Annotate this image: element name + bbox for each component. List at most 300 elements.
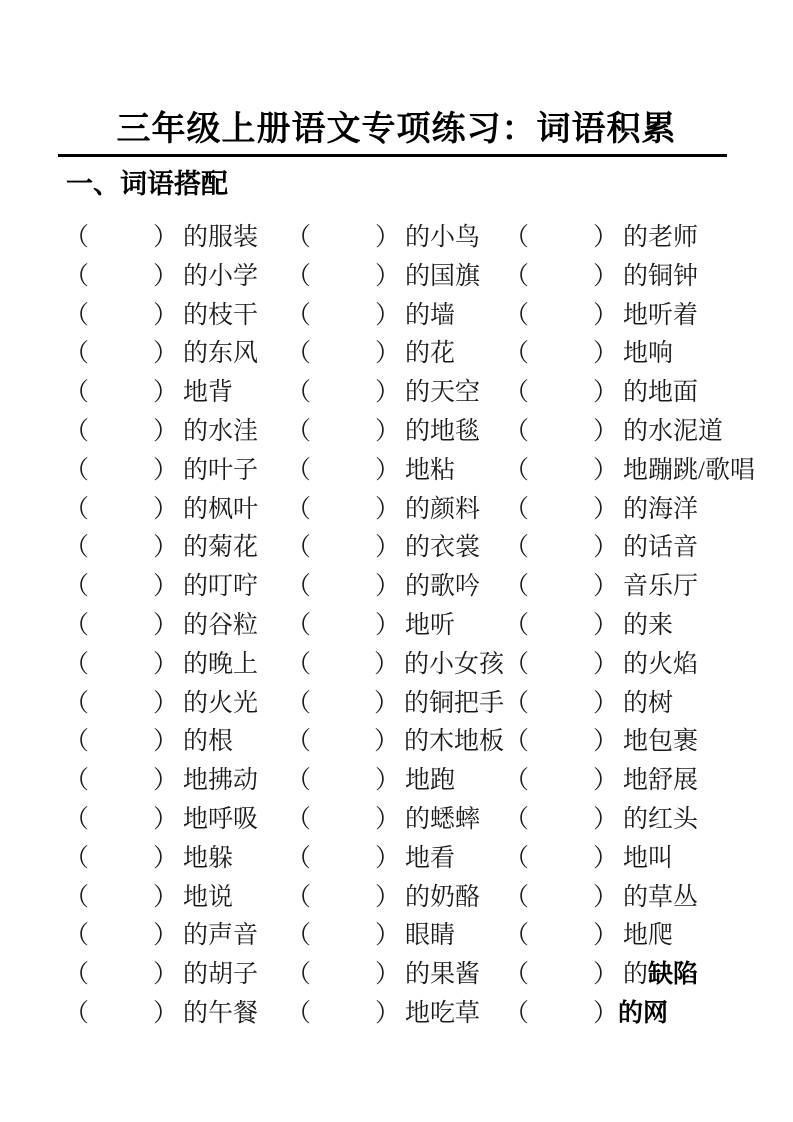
- answer-blank: [311, 244, 375, 245]
- answer-blank: [311, 904, 375, 905]
- paren-close: ）: [153, 767, 179, 795]
- paren-close: ）: [593, 456, 619, 484]
- paren-open: （: [504, 650, 530, 678]
- exercise-cell: [64, 954, 286, 990]
- phrase-text: 的火焰: [623, 650, 699, 678]
- phrase-text: 地爬: [623, 922, 674, 950]
- exercise-cell: [504, 760, 793, 796]
- phrase-text: 地响: [623, 340, 674, 368]
- phrase-text: 地躲: [183, 844, 234, 872]
- paren-open: （: [504, 689, 530, 717]
- answer-blank: [529, 399, 593, 400]
- answer-blank: [89, 399, 153, 400]
- paren-close: ）: [375, 611, 401, 639]
- exercise-cell: [64, 993, 286, 1029]
- answer-blank: [311, 477, 375, 478]
- phrase-text: 的铜把手: [403, 689, 504, 717]
- exercise-row: [64, 489, 793, 528]
- paren-open: （: [64, 650, 90, 678]
- paren-close: ）: [153, 456, 179, 484]
- paren-close: ）: [375, 922, 401, 950]
- exercise-cell: [64, 566, 286, 602]
- exercise-cell: [64, 838, 286, 874]
- paren-close: ）: [375, 495, 401, 523]
- paren-open: （: [286, 573, 312, 601]
- phrase-text: 的枫叶: [183, 495, 259, 523]
- paren-close: ）: [153, 805, 179, 833]
- exercise-cell: [286, 954, 504, 990]
- answer-blank: [311, 671, 374, 672]
- exercise-cell: [286, 760, 504, 796]
- paren-close: ）: [153, 883, 179, 911]
- exercise-cell: [504, 721, 793, 757]
- answer-blank: [89, 244, 153, 245]
- paren-open: （: [504, 301, 530, 329]
- exercise-row: [64, 333, 793, 372]
- paren-open: （: [504, 728, 530, 756]
- paren-open: （: [64, 340, 90, 368]
- phrase-text: 的午餐: [183, 999, 259, 1027]
- phrase-text: 的花: [405, 340, 456, 368]
- phrase-text: 的墙: [405, 301, 456, 329]
- phrase-text: 的天空: [405, 379, 481, 407]
- paren-close: ）: [153, 611, 179, 639]
- paren-open: （: [504, 262, 530, 290]
- paren-close: ）: [153, 689, 179, 717]
- answer-blank: [311, 593, 375, 594]
- paren-open: （: [504, 961, 530, 989]
- answer-blank: [529, 322, 593, 323]
- answer-blank: [89, 904, 153, 905]
- exercise-row: [64, 450, 793, 489]
- paren-close: ）: [153, 844, 179, 872]
- answer-blank: [89, 865, 153, 866]
- phrase-text: 的水洼: [183, 417, 259, 445]
- exercise-cell: [504, 372, 793, 408]
- answer-blank: [529, 671, 593, 672]
- answer-blank: [529, 904, 593, 905]
- phrase-text: 的小鸟: [405, 224, 481, 251]
- phrase-text: 地蹦跳/歌唱: [623, 456, 755, 484]
- exercise-cell: [64, 527, 286, 563]
- paren-open: （: [504, 340, 530, 368]
- exercise-cell: [64, 799, 286, 835]
- paren-open: （: [64, 961, 90, 989]
- phrase-text: 的水泥道: [623, 417, 724, 445]
- paren-open: （: [286, 417, 312, 445]
- paren-close: ）: [593, 301, 619, 329]
- paren-close: ）: [593, 767, 619, 795]
- exercise-cell: [64, 295, 286, 331]
- exercise-cell: [286, 683, 504, 719]
- answer-blank: [311, 748, 374, 749]
- paren-close: ）: [373, 728, 399, 756]
- answer-blank: [529, 593, 593, 594]
- answer-blank: [529, 710, 593, 711]
- phrase-text: 的胡子: [183, 961, 259, 989]
- phrase-text: 的根: [183, 728, 234, 756]
- paren-close: ）: [153, 262, 179, 290]
- exercise-cell: [504, 527, 793, 563]
- paren-close: ）: [153, 573, 179, 601]
- paren-close: ）: [375, 340, 401, 368]
- exercise-row: [64, 993, 793, 1032]
- paren-open: （: [504, 456, 530, 484]
- paren-close: ）: [375, 767, 401, 795]
- paren-open: （: [286, 767, 312, 795]
- paren-close: ）: [593, 883, 619, 911]
- paren-open: （: [64, 456, 90, 484]
- section-heading: 一、词语搭配: [66, 169, 228, 199]
- paren-open: （: [286, 689, 312, 717]
- paren-open: （: [64, 224, 90, 251]
- exercise-cell: [504, 993, 793, 1029]
- exercise-row: [64, 295, 793, 334]
- answer-blank: [89, 748, 153, 749]
- answer-blank: [311, 438, 375, 439]
- paren-close: ）: [593, 728, 619, 756]
- paren-open: （: [64, 922, 90, 950]
- exercise-cell: [64, 489, 286, 525]
- phrase-text: 的服装: [183, 224, 259, 251]
- paren-open: （: [64, 573, 90, 601]
- exercise-cell: [64, 877, 286, 913]
- phrase-text: 地听着: [623, 301, 699, 329]
- paren-close: ）: [593, 844, 619, 872]
- paren-open: （: [286, 728, 312, 756]
- exercise-cell: [286, 566, 504, 602]
- phrase-bold-text: 缺陷: [648, 961, 699, 989]
- phrase-text: 的树: [623, 689, 674, 717]
- paren-open: （: [286, 805, 312, 833]
- paren-open: （: [504, 844, 530, 872]
- paren-close: ）: [373, 650, 399, 678]
- paren-close: ）: [593, 379, 619, 407]
- exercise-cell: [504, 333, 793, 369]
- paren-open: （: [286, 262, 312, 290]
- exercise-cell: [64, 411, 286, 447]
- paren-open: （: [64, 611, 90, 639]
- exercise-cell: [286, 372, 504, 408]
- phrase-text: 的草丛: [623, 883, 699, 911]
- paren-close: ）: [593, 224, 619, 251]
- exercise-row: [64, 217, 793, 256]
- paren-open: （: [286, 844, 312, 872]
- paren-close: ）: [593, 262, 619, 290]
- answer-blank: [89, 554, 153, 555]
- paren-open: （: [286, 961, 312, 989]
- paren-close: ）: [375, 999, 401, 1027]
- exercise-cell: [286, 411, 504, 447]
- paren-close: ）: [375, 534, 401, 562]
- exercise-cell: [64, 760, 286, 796]
- paren-close: ）: [153, 999, 179, 1027]
- paren-close: ）: [593, 689, 619, 717]
- paren-close: ）: [153, 379, 179, 407]
- exercise-cell: [504, 877, 793, 913]
- phrase-text: 的叶子: [183, 456, 259, 484]
- phrase-text: 的晚上: [183, 650, 259, 678]
- paren-close: ）: [375, 417, 401, 445]
- paren-close: ）: [373, 689, 399, 717]
- paren-open: （: [286, 650, 312, 678]
- exercise-cell: [286, 605, 504, 641]
- exercise-cell: [286, 915, 504, 951]
- exercise-cell: [504, 256, 793, 292]
- phrase-text: 音乐厅: [623, 573, 699, 601]
- answer-blank: [529, 438, 593, 439]
- phrase-bold-text: 的网: [618, 999, 669, 1027]
- exercise-cell: [286, 527, 504, 563]
- paren-open: （: [286, 534, 312, 562]
- paren-close: ）: [593, 999, 619, 1027]
- paren-open: （: [286, 301, 312, 329]
- phrase-text: 地跑: [405, 767, 456, 795]
- answer-blank: [529, 981, 593, 982]
- paren-open: （: [504, 379, 530, 407]
- answer-blank: [89, 981, 153, 982]
- paren-open: （: [64, 262, 90, 290]
- title-underline: [58, 154, 727, 157]
- paren-close: ）: [375, 224, 401, 251]
- answer-blank: [89, 322, 153, 323]
- paren-open: （: [286, 611, 312, 639]
- paren-close: ）: [153, 224, 179, 251]
- paren-close: ）: [593, 573, 619, 601]
- exercise-row: [64, 954, 793, 993]
- paren-close: ）: [153, 417, 179, 445]
- exercise-cell: [504, 799, 793, 835]
- paren-close: ）: [375, 262, 401, 290]
- phrase-text: 的地毯: [405, 417, 481, 445]
- phrase-text: 的国旗: [405, 262, 481, 290]
- exercise-cell: [286, 489, 504, 525]
- paren-close: ）: [153, 301, 179, 329]
- paren-close: ）: [375, 301, 401, 329]
- paren-open: （: [504, 883, 530, 911]
- exercise-cell: [504, 915, 793, 951]
- paren-open: （: [504, 573, 530, 601]
- phrase-text: 的铜钟: [623, 262, 699, 290]
- exercise-cell: [64, 683, 286, 719]
- answer-blank: [529, 360, 593, 361]
- answer-blank: [529, 787, 593, 788]
- phrase-text: 地包裹: [623, 728, 699, 756]
- answer-blank: [89, 1020, 153, 1021]
- answer-blank: [311, 322, 375, 323]
- answer-blank: [89, 438, 153, 439]
- paren-open: （: [64, 844, 90, 872]
- phrase-text: 地说: [183, 883, 234, 911]
- phrase-text: 的蟋蟀: [405, 805, 481, 833]
- phrase-text: 的木地板: [403, 728, 504, 756]
- exercise-cell: [64, 605, 286, 641]
- exercise-cell: [504, 411, 793, 447]
- paren-open: （: [64, 534, 90, 562]
- exercise-cell: [286, 217, 504, 253]
- paren-close: ）: [593, 340, 619, 368]
- paren-close: ）: [593, 805, 619, 833]
- phrase-text: 的衣裳: [405, 534, 481, 562]
- exercise-cell: [286, 644, 504, 680]
- paren-open: （: [504, 224, 530, 251]
- paren-open: （: [64, 728, 90, 756]
- page-title: 三年级上册语文专项练习：词语积累: [116, 110, 677, 148]
- phrase-text: 的谷粒: [183, 611, 259, 639]
- answer-blank: [311, 554, 375, 555]
- exercise-cell: [286, 450, 504, 486]
- exercise-row: [64, 566, 793, 605]
- exercise-cell: [504, 489, 793, 525]
- answer-blank: [89, 671, 153, 672]
- exercise-cell: [504, 838, 793, 874]
- phrase-text: 的来: [623, 611, 674, 639]
- phrase-text: 地看: [405, 844, 456, 872]
- phrase-text: 的老师: [623, 224, 699, 251]
- answer-blank: [529, 865, 593, 866]
- phrase-text: 的海洋: [623, 495, 699, 523]
- answer-blank: [89, 632, 153, 633]
- paren-close: ）: [593, 650, 619, 678]
- paren-close: ）: [153, 534, 179, 562]
- answer-blank: [529, 554, 593, 555]
- exercise-cell: [64, 217, 286, 253]
- paren-open: （: [504, 611, 530, 639]
- paren-close: ）: [593, 534, 619, 562]
- phrase-text: 地吃草: [405, 999, 481, 1027]
- exercise-grid: [64, 217, 793, 1032]
- phrase-text: 地拂动: [183, 767, 259, 795]
- phrase-text: 的声音: [183, 922, 259, 950]
- exercise-cell: [286, 721, 504, 757]
- phrase-text: 的火光: [183, 689, 259, 717]
- exercise-row: [64, 915, 793, 954]
- exercise-row: [64, 683, 793, 722]
- paren-close: ）: [593, 961, 619, 989]
- paren-open: （: [504, 417, 530, 445]
- paren-close: ）: [375, 961, 401, 989]
- paren-open: （: [504, 999, 530, 1027]
- answer-blank: [311, 787, 375, 788]
- paren-close: ）: [153, 495, 179, 523]
- answer-blank: [311, 360, 375, 361]
- answer-blank: [89, 516, 153, 517]
- paren-open: （: [64, 495, 90, 523]
- paren-open: （: [504, 495, 530, 523]
- paren-close: ）: [153, 650, 179, 678]
- paren-open: （: [64, 767, 90, 795]
- exercise-cell: [64, 372, 286, 408]
- phrase-text: 的菊花: [183, 534, 259, 562]
- phrase-text: 的东风: [183, 340, 259, 368]
- paren-close: ）: [593, 417, 619, 445]
- paren-open: （: [286, 379, 312, 407]
- phrase-text: 地舒展: [623, 767, 699, 795]
- paren-close: ）: [153, 728, 179, 756]
- paren-open: （: [286, 883, 312, 911]
- paren-close: ）: [153, 340, 179, 368]
- phrase-text: 眼睛: [405, 922, 456, 950]
- answer-blank: [311, 865, 375, 866]
- answer-blank: [89, 477, 153, 478]
- exercise-row: [64, 799, 793, 838]
- paren-open: （: [64, 301, 90, 329]
- exercise-row: [64, 877, 793, 916]
- paren-close: ）: [375, 573, 401, 601]
- exercise-cell: [64, 721, 286, 757]
- paren-open: （: [286, 495, 312, 523]
- phrase-text: 的地面: [623, 379, 699, 407]
- exercise-cell: [286, 256, 504, 292]
- answer-blank: [311, 942, 375, 943]
- exercise-row: [64, 605, 793, 644]
- exercise-cell: [64, 256, 286, 292]
- phrase-text: 的: [623, 961, 649, 989]
- paren-close: ）: [593, 495, 619, 523]
- phrase-text: 地背: [183, 379, 234, 407]
- answer-blank: [529, 477, 593, 478]
- exercise-cell: [286, 838, 504, 874]
- paren-close: ）: [375, 805, 401, 833]
- answer-blank: [529, 1020, 593, 1021]
- phrase-text: 的小学: [183, 262, 259, 290]
- paren-open: （: [286, 999, 312, 1027]
- exercise-cell: [286, 333, 504, 369]
- phrase-text: 地粘: [405, 456, 456, 484]
- exercise-cell: [286, 877, 504, 913]
- exercise-cell: [504, 644, 793, 680]
- phrase-text: 地呼吸: [183, 805, 259, 833]
- exercise-row: [64, 644, 793, 683]
- answer-blank: [529, 244, 593, 245]
- paren-close: ）: [153, 922, 179, 950]
- paren-open: （: [64, 689, 90, 717]
- exercise-row: [64, 838, 793, 877]
- exercise-cell: [504, 217, 793, 253]
- answer-blank: [311, 1020, 375, 1021]
- paren-open: （: [286, 456, 312, 484]
- exercise-cell: [504, 954, 793, 990]
- paren-close: ）: [375, 883, 401, 911]
- exercise-cell: [504, 605, 793, 641]
- exercise-cell: [64, 915, 286, 951]
- answer-blank: [529, 826, 593, 827]
- paren-close: ）: [593, 611, 619, 639]
- answer-blank: [89, 787, 153, 788]
- paren-open: （: [64, 999, 90, 1027]
- answer-blank: [529, 942, 593, 943]
- phrase-text: 的话音: [623, 534, 699, 562]
- answer-blank: [311, 710, 374, 711]
- paren-open: （: [286, 340, 312, 368]
- exercise-cell: [286, 993, 504, 1029]
- phrase-text: 的颜料: [405, 495, 481, 523]
- phrase-text: 的小女孩: [403, 650, 504, 678]
- paren-open: （: [64, 805, 90, 833]
- phrase-text: 的奶酪: [405, 883, 481, 911]
- exercise-row: [64, 411, 793, 450]
- answer-blank: [311, 516, 375, 517]
- exercise-cell: [504, 683, 793, 719]
- exercise-cell: [64, 644, 286, 680]
- paren-open: （: [504, 805, 530, 833]
- answer-blank: [89, 826, 153, 827]
- paren-open: （: [504, 534, 530, 562]
- exercise-cell: [64, 450, 286, 486]
- phrase-text: 的果酱: [405, 961, 481, 989]
- paren-open: （: [504, 767, 530, 795]
- answer-blank: [529, 632, 593, 633]
